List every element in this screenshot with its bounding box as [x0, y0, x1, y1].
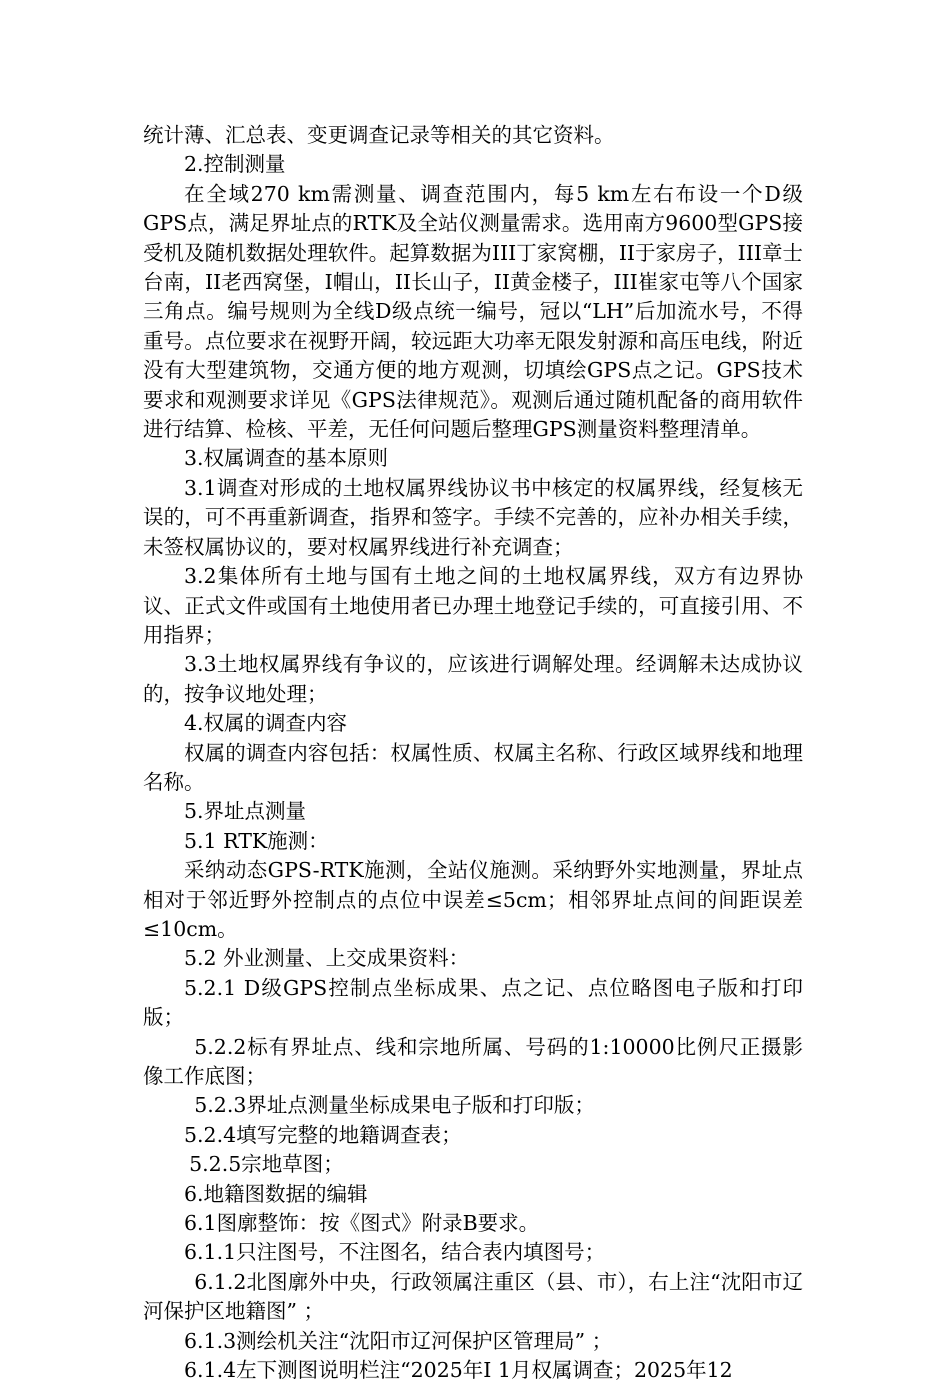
paragraph: 6.1.1只注图号，不注图名，结合表内填图号；: [184, 1240, 606, 1265]
paragraph: 5.2.3界址点测量坐标成果电子版和打印版；: [194, 1093, 595, 1118]
paragraph: 2.控制测量: [184, 152, 286, 177]
paragraph: 5.2.5宗地草图；: [189, 1152, 344, 1177]
paragraph: 6.地籍图数据的编辑: [184, 1181, 368, 1206]
paragraph: 6.1.3测绘机关注“沈阳市辽河保护区管理局” ；: [184, 1328, 613, 1353]
paragraph: 3.3土地权属界线有争议的，应该进行调解处理。经调解未达成协议的，按争议地处理；: [143, 652, 803, 706]
paragraph: 5.2 外业测量、上交成果资料：: [184, 946, 470, 971]
paragraph: 5.2.4填写完整的地籍调查表；: [184, 1122, 462, 1147]
paragraph: 在全域270 km需测量、调查范围内，每5 km左右布设一个D级GPS点，满足界址点的RTK及全站仪测量需求。选用南方9600型GPS接受机及随机数据处理软件。起算数据为III丁家窝棚，II于家房子，III章士台南，II老西窝堡，I帽山，II长山子，II黄金楼子，III崔家屯等八个国家三角点。编号规则为全线D级点统一编号，冠以“LH”后加流水号，不得重号。点位要求在视野开阔，较远距大功率无限发射源和高压电线，附近没有大型建筑物，交通方便的地方观测，切填绘GPS点之记。GPS技术要求和观测要求详见《GPS法律规范》。观测后通过随机配备的商用软件进行结算、检核、平差，无任何问题后整理GPS测量资料整理清单。: [143, 181, 803, 442]
paragraph: 5.1 RTK施测：: [184, 828, 329, 853]
paragraph: 权属的调查内容包括：权属性质、权属主名称、行政区域界线和地理名称。: [143, 740, 803, 794]
paragraph: 5.2.1 D级GPS控制点坐标成果、点之记、点位略图电子版和打印版；: [143, 975, 803, 1030]
paragraph: 3.2集体所有土地与国有土地之间的土地权属界线，双方有边界协议、正式文件或国有土地使用者已办理土地登记手续的，可直接引用、不用指界；: [143, 564, 803, 647]
paragraph: 6.1.2北图廓外中央，行政领属注重区（县、市），右上注“沈阳市辽河保护区地籍图” ；: [143, 1269, 803, 1324]
paragraph: 5.界址点测量: [184, 799, 307, 824]
paragraph: 3.1调查对形成的土地权属界线协议书中核定的权属界线，经复核无误的，可不再重新调查，指界和签字。手续不完善的，应补办相关手续，未签权属协议的，要对权属界线进行补充调查；: [143, 475, 803, 559]
paragraph: 6.1图廓整饰：按《图式》附录B要求。: [184, 1211, 540, 1236]
paragraph: 4.权属的调查内容: [184, 711, 348, 736]
paragraph: 5.2.2标有界址点、线和宗地所属、号码的1:10000比例尺正摄影像工作底图；: [143, 1034, 803, 1088]
paragraph: 采纳动态GPS-RTK施测，全站仪施测。采纳野外实地测量，界址点相对于邻近野外控制点的点位中误差≤5cm；相邻界址点间的间距误差≤10cm。: [143, 858, 803, 941]
paragraph: 统计薄、汇总表、变更调查记录等相关的其它资料。: [143, 123, 615, 147]
document-body: [143, 121, 803, 1385]
paragraph: 6.1.4左下测图说明栏注“2025年I 1月权属调查；2025年12: [184, 1358, 733, 1383]
paragraph: 3.权属调查的基本原则: [184, 446, 389, 471]
